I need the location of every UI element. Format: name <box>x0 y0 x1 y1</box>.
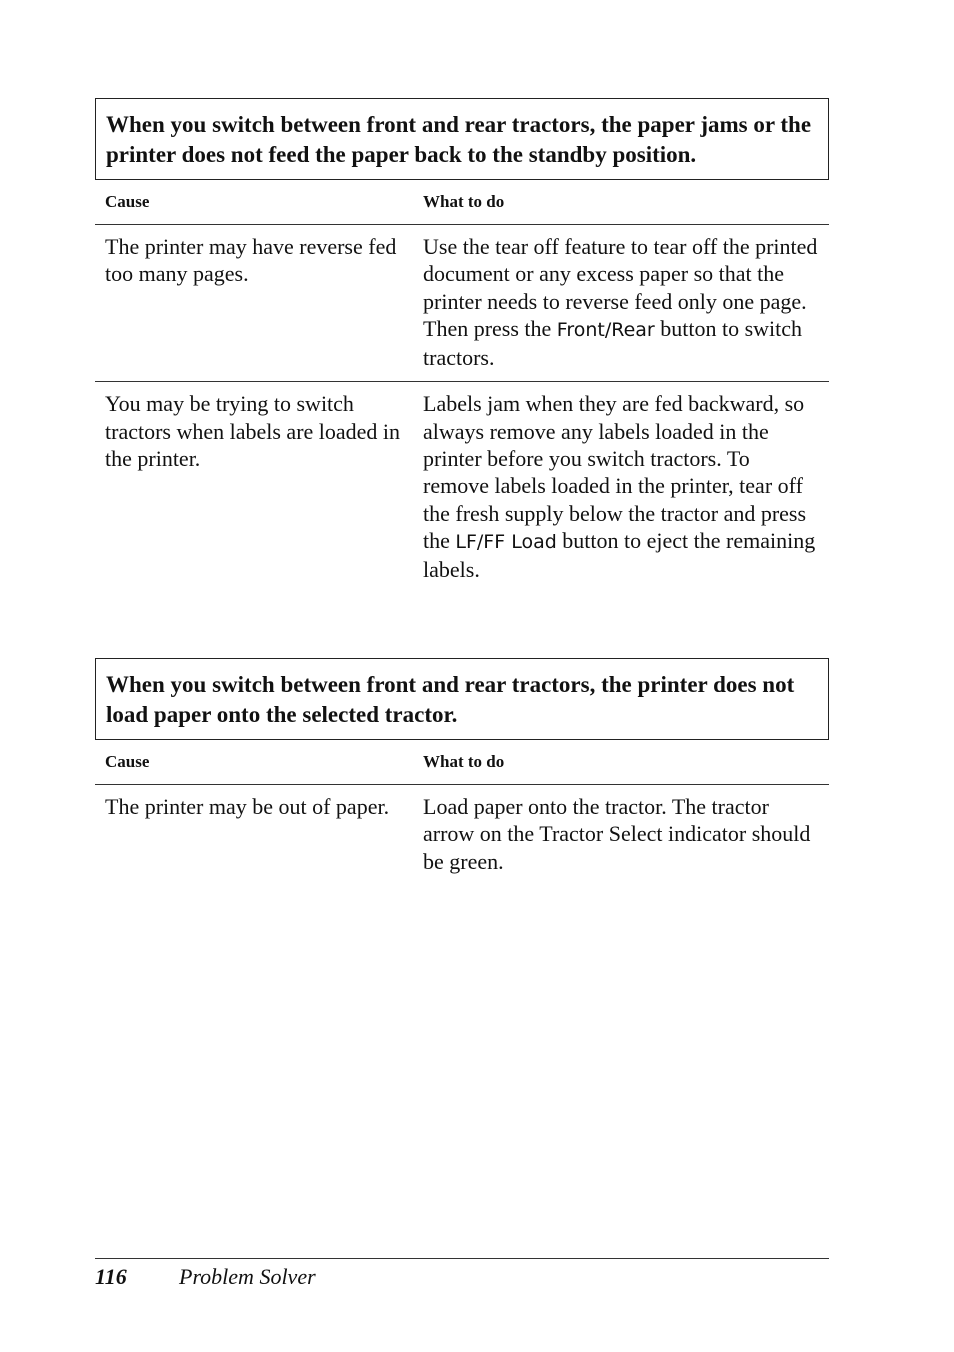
table-row <box>95 225 829 382</box>
page-footer <box>95 1258 829 1290</box>
what-to-do-cell <box>413 390 829 583</box>
chapter-title: Problem Solver <box>179 1264 316 1289</box>
instruction-text: button to switch tractors. <box>423 315 803 371</box>
troubleshooting-section-load <box>95 658 829 885</box>
column-header-cause: Cause <box>105 192 150 211</box>
troubleshooting-section-jam <box>95 98 829 594</box>
table-header <box>95 180 829 225</box>
column-header-what-to-do: What to do <box>423 752 505 771</box>
what-to-do-cell <box>413 233 829 371</box>
instruction-text: button to eject the remaining labels. <box>423 527 816 583</box>
cause-cell: The printer may be out of paper. <box>105 794 390 819</box>
cause-cell: The printer may have reverse fed too many pages. <box>105 234 397 287</box>
column-header-cause: Cause <box>105 752 150 771</box>
cause-cell: You may be trying to switch tractors when labels are loaded in the printer. <box>105 391 401 472</box>
table-row <box>95 785 829 885</box>
table-row <box>95 382 829 593</box>
what-to-do-cell: Load paper onto the tractor. The tractor arrow on the Tractor Select indicator should be green. <box>423 794 811 874</box>
table-header <box>95 740 829 785</box>
instruction-text: Labels jam when they are fed backward, so always remove any labels loaded in the printer before you switch tractors. To remove labels loaded in the printer, tear off the fresh supply below the tractor and press the <box>423 391 807 553</box>
section-heading: When you switch between front and rear tractors, the paper jams or the printer does not feed the paper back to the standby position. <box>95 98 829 180</box>
section-heading: When you switch between front and rear tractors, the printer does not load paper onto the selected tractor. <box>95 658 829 740</box>
button-name-front-rear: Front/Rear <box>556 318 655 341</box>
button-name-lf-ff-load: LF/FF Load <box>455 530 557 553</box>
page-number: 116 <box>95 1264 127 1289</box>
column-header-what-to-do: What to do <box>423 192 505 211</box>
instruction-text: Use the tear off feature to tear off the printed document or any excess paper so that the printer needs to reverse feed only one page. Then press the <box>423 234 818 341</box>
